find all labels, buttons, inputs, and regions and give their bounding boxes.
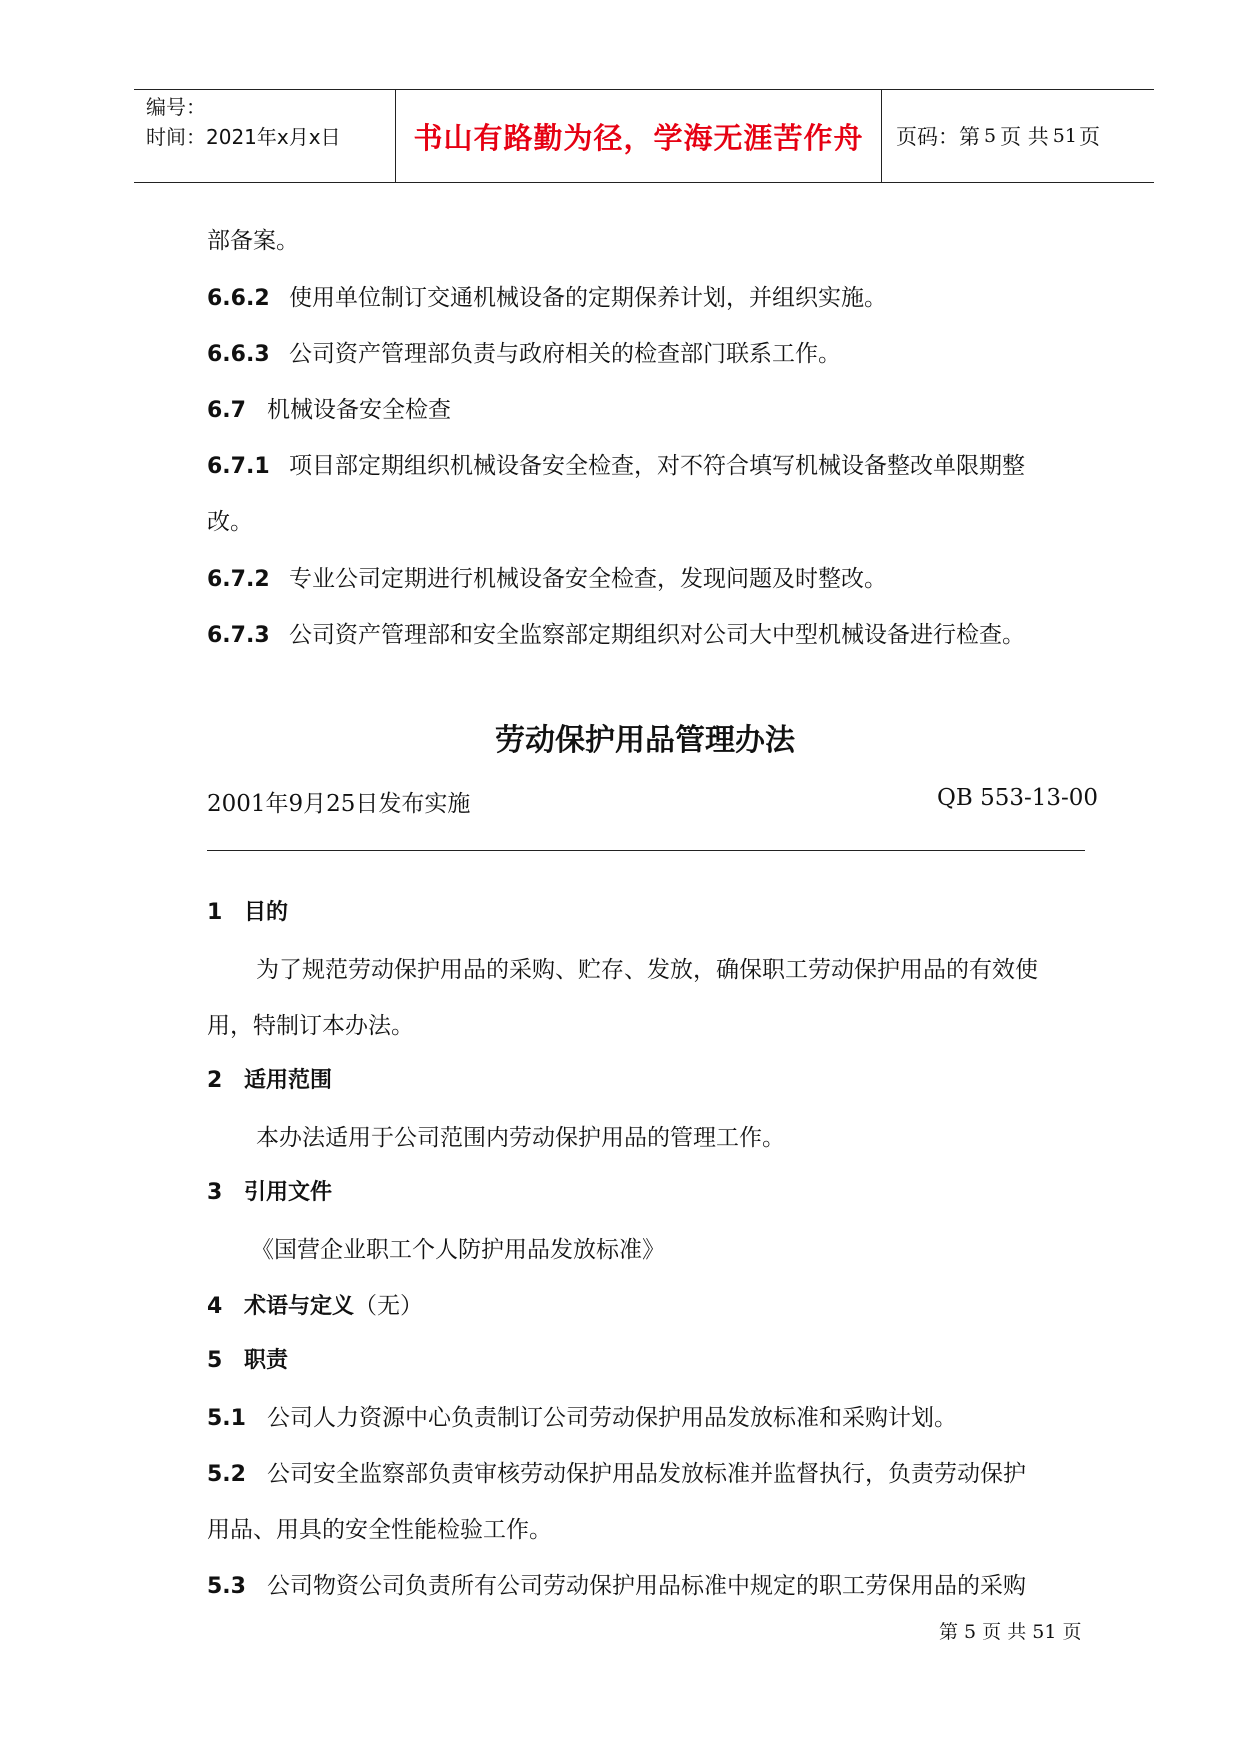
- section-number: 5: [207, 1348, 223, 1373]
- clause-5-2-cont: 用品、用具的安全性能检验工作。: [207, 1517, 552, 1543]
- clause-number: 5.3: [207, 1574, 246, 1599]
- header-slogan-cell: [396, 90, 882, 182]
- section-1-paragraph-cont: 用，特制订本办法。: [207, 1013, 414, 1039]
- clause-6-7: [207, 391, 451, 424]
- clause-number: 6.7.1: [207, 454, 270, 479]
- section-5-heading: [207, 1343, 288, 1374]
- release-date: 2001年9月25日发布实施: [207, 791, 471, 817]
- line-text: 改。: [207, 509, 253, 535]
- clause-5-3: [207, 1567, 1026, 1600]
- section-number: 4: [207, 1294, 223, 1319]
- section-title: 目的: [244, 900, 289, 925]
- section-title: 术语与定义: [244, 1294, 355, 1319]
- clause-text: 公司人力资源中心负责制订公司劳动保护用品发放标准和采购计划。: [267, 1405, 957, 1431]
- section-number: 1: [207, 900, 223, 925]
- section-1-heading: [207, 895, 288, 926]
- section-2-paragraph: 本办法适用于公司范围内劳动保护用品的管理工作。: [256, 1125, 785, 1151]
- clause-text: 使用单位制订交通机械设备的定期保养计划，并组织实施。: [289, 285, 887, 311]
- clause-6-6-2: [207, 279, 887, 312]
- clause-number: 6.6.2: [207, 286, 270, 311]
- clause-6-7-2: [207, 560, 887, 593]
- section-3-paragraph: 《国营企业职工个人防护用品发放标准》: [251, 1237, 665, 1263]
- clause-number: 6.7.2: [207, 567, 270, 592]
- section-4-heading: [207, 1287, 423, 1320]
- clause-5-1: [207, 1399, 957, 1432]
- section-2-heading: [207, 1063, 332, 1094]
- clause-5-2: [207, 1455, 1026, 1488]
- clause-number: 6.6.3: [207, 342, 270, 367]
- line-text: 部备案。: [207, 228, 299, 254]
- paragraph-line: [207, 222, 299, 255]
- header-page-cell: [882, 90, 1154, 182]
- header-time-label: 时间：2021年x月x日: [146, 125, 341, 149]
- clause-number: 6.7.3: [207, 623, 270, 648]
- clause-text: 公司物资公司负责所有公司劳动保护用品标准中规定的职工劳保用品的采购: [267, 1573, 1026, 1599]
- section-number: 2: [207, 1068, 223, 1093]
- page-footer: 第 5 页 共 51 页: [939, 1621, 1082, 1643]
- clause-text: 公司安全监察部负责审核劳动保护用品发放标准并监督执行，负责劳动保护: [267, 1461, 1026, 1487]
- header-meta-cell: [134, 90, 396, 182]
- section-number: 3: [207, 1180, 223, 1205]
- header-page-total: 51: [1052, 125, 1077, 147]
- clause-text: 项目部定期组织机械设备安全检查，对不符合填写机械设备整改单限期整: [289, 453, 1025, 479]
- page-header: [134, 89, 1154, 183]
- clause-number: 6.7: [207, 398, 246, 423]
- clause-text: 公司资产管理部负责与政府相关的检查部门联系工作。: [289, 341, 841, 367]
- clause-number: 5.1: [207, 1406, 246, 1431]
- clause-6-6-3: [207, 335, 841, 368]
- header-page-num: 5: [984, 125, 997, 147]
- section-title-suffix: （无）: [354, 1293, 424, 1319]
- section-title: 适用范围: [244, 1068, 333, 1093]
- clause-6-7-3: [207, 616, 1025, 649]
- section-1-paragraph: 为了规范劳动保护用品的采购、贮存、发放，确保职工劳动保护用品的有效使: [256, 957, 1038, 983]
- clause-number: 5.2: [207, 1462, 246, 1487]
- header-page-prefix: 页码：第: [896, 125, 980, 149]
- clause-text: 机械设备安全检查: [267, 397, 451, 423]
- paragraph-line: [207, 503, 253, 536]
- header-code-label: 编号：: [146, 95, 206, 119]
- section-title: 引用文件: [244, 1180, 333, 1205]
- clause-6-7-1: [207, 447, 1025, 480]
- header-page-suffix: 页: [1078, 125, 1100, 149]
- clause-text: 公司资产管理部和安全监察部定期组织对公司大中型机械设备进行检查。: [289, 622, 1025, 648]
- section-3-heading: [207, 1175, 332, 1206]
- header-page-mid: 页 共: [1000, 125, 1049, 149]
- divider: [207, 850, 1085, 851]
- section-title: 职责: [244, 1348, 289, 1373]
- document-title: 劳动保护用品管理办法: [495, 723, 795, 758]
- clause-text: 专业公司定期进行机械设备安全检查，发现问题及时整改。: [289, 566, 887, 592]
- document-code: QB 553-13-00: [937, 785, 1099, 811]
- header-slogan: 书山有路勤为径，学海无涯苦作舟: [413, 120, 864, 155]
